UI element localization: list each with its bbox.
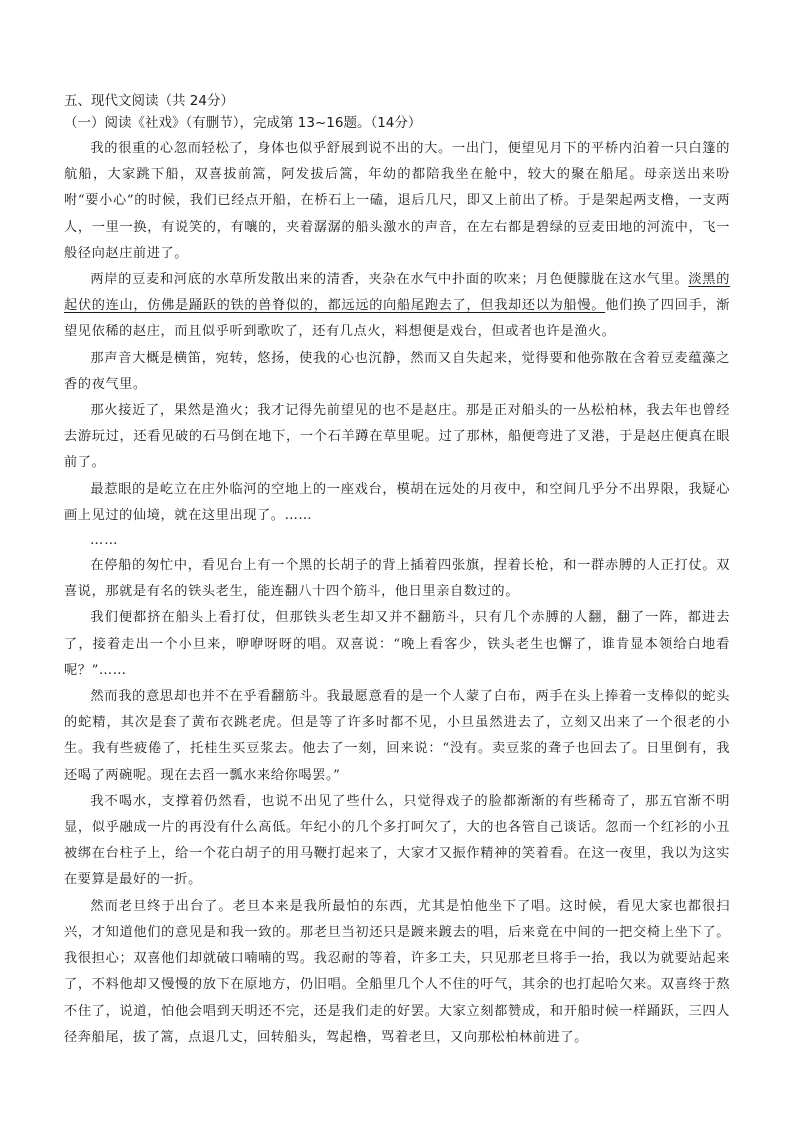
paragraph-6: 在停船的匆忙中，看见台上有一个黑的长胡子的背上插着四张旗，捏着长枪，和一群赤膊的人正打仗。双喜说，那就是有名的铁头老生，能连翻八十四个筋斗，他日里亲自数过的。: [64, 558, 730, 600]
paragraph-2: [64, 267, 730, 346]
paragraph-10: 然而老旦终于出台了。老旦本来是我所最怕的东西，尤其是怕他坐下了唱。这时候，看见大家也都很扫兴，才知道他们的意见是和我一致的。那老旦当初还只是踱来踱去的唱，后来竟在中间的一把交椅上坐下了。我很担心；双喜他们却就破口喃喃的骂。我忍耐的等着，许多工夫，只见那老旦将手一抬，我以为就要站起来了，不料他却又慢慢的放下在原地方，仍旧唱。全船里几个人不住的吁气，其余的也打起哈欠来。双喜终于熬不住了，说道，怕他会唱到天明还不完，还是我们走的好罢。大家立刻都赞成，和开船时候一样踊跃，三四人径奔船尾，拔了篙，点退几丈，回转船头，驾起橹，骂着老旦，又向那松柏林前进了。: [64, 898, 730, 1045]
paragraph-2-text-a: 两岸的豆麦和河底的水草所发散出来的清香，夹杂在水气中扑面的吹来；月色便朦胧在这水气里。: [90, 272, 689, 288]
paragraph-1: 我的很重的心忽而轻松了，身体也似乎舒展到说不出的大。一出门，便望见月下的平桥内泊着一只白篷的航船，大家跳下船，双喜拔前篙，阿发拔后篙，年幼的都陪我坐在舱中，较大的聚在船尾。母亲送出来吩咐“要小心”的时候，我们已经点开船，在桥石上一磕，退后几尺，即又上前出了桥。于是架起两支橹，一支两人，一里一换，有说笑的，有嚷的，夹着潺潺的船头激水的声音，在左右都是碧绿的豆麦田地的河流中，飞一般径向赵庄前进了。: [64, 141, 730, 261]
underlined-sentence: 淡黑的起伏的连山，仿佛是踊跃的铁的兽脊似的，都远远的向船尾跑去了，但我却还以为船慢。: [64, 272, 730, 314]
paragraph-7: 我们便都挤在船头上看打仗，但那铁头老生却又并不翻筋斗，只有几个赤膊的人翻，翻了一阵，都进去了，接着走出一个小旦来，咿咿呀呀的唱。双喜说：“晚上看客少，铁头老生也懈了，谁肯显本领给白地看呢？”……: [64, 610, 730, 678]
paragraph-2-text-b: 他们换了四回手，渐望见依稀的赵庄，而且似乎听到歌吹了，还有几点火，料想便是戏台，但或者也许是渔火。: [64, 298, 730, 340]
section-title: 五、现代文阅读（共 24分）: [64, 93, 234, 109]
paragraph-9: 我不喝水，支撑着仍然看，也说不出见了些什么，只觉得戏子的脸都渐渐的有些稀奇了，那五官渐不明显，似乎融成一片的再没有什么高低。年纪小的几个多打呵欠了，大的也各管自己谈话。忽而一个红衫的小丑被绑在台柱子上，给一个花白胡子的用马鞭打起来了，大家才又振作精神的笑着看。在这一夜里，我以为这实在要算是最好的一折。: [64, 793, 730, 888]
paragraph-3: 那声音大概是横笛，宛转，悠扬，使我的心也沉静，然而又自失起来，觉得要和他弥散在含着豆麦蕴藻之香的夜气里。: [64, 350, 730, 392]
exam-page: [64, 90, 730, 1051]
paragraph-8: 然而我的意思却也并不在乎看翻筋斗。我最愿意看的是一个人蒙了白布，两手在头上捧着一支棒似的蛇头的蛇精，其次是套了黄布衣跳老虎。但是等了许多时都不见，小旦虽然进去了，立刻又出来了一个很老的小生。我有些疲倦了，托桂生买豆浆去。他去了一刻，回来说：“没有。卖豆浆的聋子也回去了。日里倒有，我还喝了两碗呢。现在去舀一瓢水来给你喝罢。”: [64, 689, 730, 783]
paragraph-5: 最惹眼的是屹立在庄外临河的空地上的一座戏台，模胡在远处的月夜中，和空间几乎分不出界限，我疑心画上见过的仙境，就在这里出现了。……: [64, 481, 730, 523]
passage-instructions: （一）阅读《社戏》（有删节），完成第 13~16题。（14分）: [64, 115, 422, 131]
paragraph-4: 那火接近了，果然是渔火；我才记得先前望见的也不是赵庄。那是正对船头的一丛松柏林，我去年也曾经去游玩过，还看见破的石马倒在地下，一个石羊蹲在草里呢。过了那林，船便弯进了叉港，于是赵庄便真在眼前了。: [64, 403, 730, 471]
omission-ellipsis: ……: [90, 533, 119, 549]
